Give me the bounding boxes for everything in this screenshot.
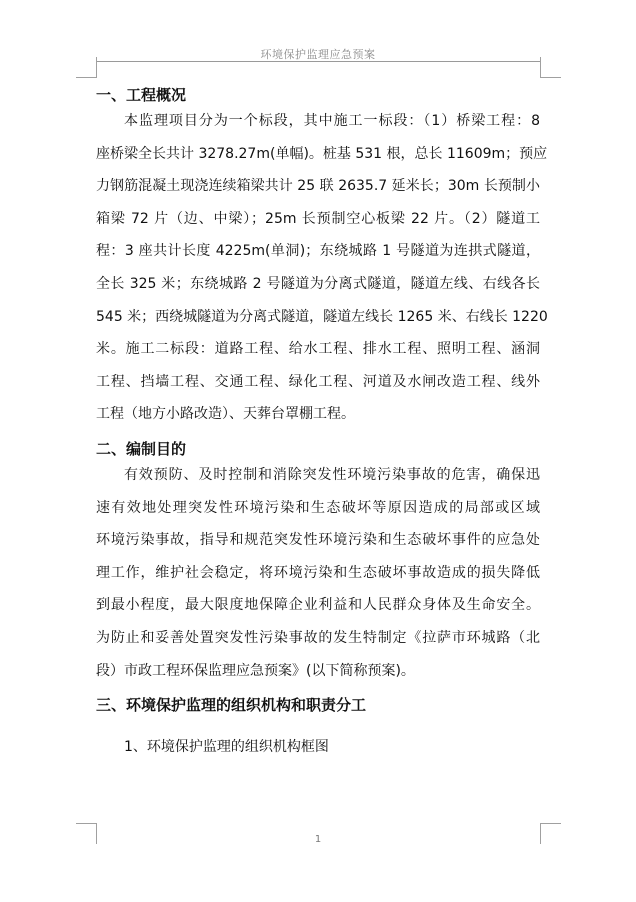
page-number: 1	[314, 834, 322, 845]
header-rule	[96, 61, 540, 62]
paragraph-line: 全长 325 米；东绕城路 2 号隧道为分离式隧道，隧道左线、右线各长	[96, 275, 540, 292]
overview-paragraph	[96, 105, 548, 431]
subsection-heading-org-chart: 1、环境保护监理的组织机构框图	[124, 739, 329, 756]
document-body	[96, 80, 548, 757]
paragraph-line: 工程、挡墙工程、交通工程、绿化工程、河道及水闸改造工程、线外	[96, 373, 540, 390]
purpose-paragraph	[96, 459, 540, 687]
crop-mark-top-left	[76, 57, 97, 78]
running-header: 环境保护监理应急预案	[260, 48, 376, 61]
paragraph-line: 程：3 座共计长度 4225m(单洞)；东绕城路 1 号隧道为连拱式隧道，	[96, 243, 540, 260]
crop-mark-top-right	[540, 57, 561, 78]
paragraph-line: 到最小程度，最大限度地保障企业利益和人民群众身体及生命安全。	[96, 597, 540, 614]
paragraph-line: 速有效地处理突发性环境污染和生态破坏等原因造成的局部或区域	[96, 499, 540, 516]
paragraph-line: 段）市政工程环保监理应急预案》(以下简称预案)。	[96, 662, 415, 679]
paragraph-line: 力钢筋混凝土现浇连续箱梁共计 25 联 2635.7 延米长；30m 长预制小	[96, 178, 540, 195]
section-heading-purpose: 二、编制目的	[96, 439, 187, 458]
paragraph-line: 座桥梁全长共计 3278.27m(单幅)。桩基 531 根，总长 11609m；预应	[96, 145, 548, 162]
paragraph-line: 为防止和妥善处置突发性污染事故的发生特制定《拉萨市环城路（北	[96, 629, 540, 646]
paragraph-line: 箱梁 72 片（边、中梁）；25m 长预制空心板梁 22 片。（2）隧道工	[96, 210, 540, 227]
paragraph-line: 工程（地方小路改造）、天葬台罩棚工程。	[96, 406, 355, 423]
section-heading-overview: 一、工程概况	[96, 86, 187, 104]
paragraph-line: 有效预防、及时控制和消除突发性环境污染事故的危害，确保迅	[124, 466, 540, 483]
paragraph-line: 545 米；西绕城隧道为分离式隧道，隧道左线长 1265 米、右线长 1220	[96, 308, 548, 325]
paragraph-line: 理工作，维护社会稳定，将环境污染和生态破坏事故造成的损失降低	[96, 564, 540, 581]
paragraph-line: 本监理项目分为一个标段，其中施工一标段：（1）桥梁工程：8	[124, 113, 540, 129]
paragraph-line: 环境污染事故，指导和规范突发性环境污染和生态破坏事件的应急处	[96, 532, 540, 549]
paragraph-line: 米。施工二标段：道路工程、给水工程、排水工程、照明工程、涵洞	[96, 341, 540, 358]
section-heading-organization: 三、环境保护监理的组织机构和职责分工	[96, 696, 367, 715]
